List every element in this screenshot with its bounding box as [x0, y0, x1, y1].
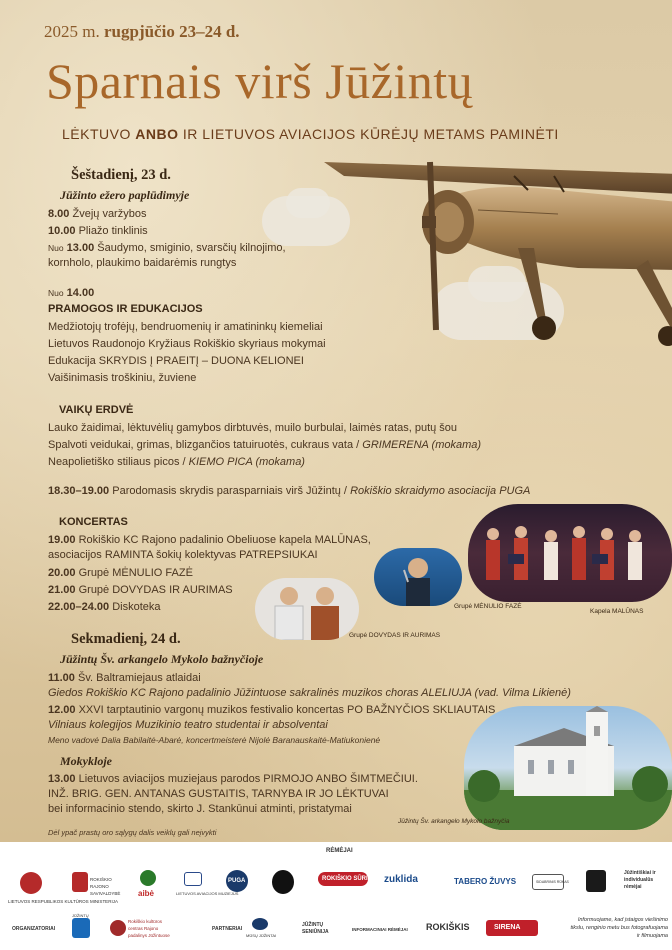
schedule-item: INŽ. BRIG. GEN. ANTANAS GUSTAITIS, TARNYBA IR JO LĖKTUVAI — [48, 788, 389, 800]
organizatoriai-label: ORGANIZATORIAI — [12, 926, 56, 932]
juzintu-coat-icon — [72, 918, 90, 938]
schedule-item: 13.00 Lietuvos aviacijos muziejaus parodos PIRMOJO ANBO ŠIMTMEČIUI. — [48, 773, 418, 785]
mokykloje-venue: Mokykloje — [60, 754, 112, 768]
pramogos-time: Nuo 14.00 — [48, 287, 95, 299]
musu-juzintai-icon — [252, 918, 268, 930]
saturday-heading: Šeštadienį, 23 d. — [71, 167, 171, 183]
schedule-item: 10.00 Pliažo tinklinis — [48, 225, 148, 237]
schedule-item: Nuo 13.00 Šaudymo, smiginio, svarsčių kilnojimo, — [48, 242, 286, 254]
sunday-venue: Jūžintų Šv. arkangelo Mykolo bažnyčioje — [60, 652, 264, 666]
list-item: Medžiotojų trofėjų, bendruomenių ir amatininkų kiemeliai — [48, 321, 323, 333]
schedule-item: Meno vadovė Dalia Babilaitė-Abarė, koncertmeisterė Nijolė Baranauskaitė-Matiukonienė — [48, 735, 381, 745]
list-item: Vaišinimasis troškiniu, žuviene — [48, 372, 197, 384]
logo-label: ROKIŠKIS — [426, 922, 470, 932]
sponsor-logos — [0, 842, 672, 950]
logo-label: JŪŽINTŲ SENIŪNIJA — [302, 922, 329, 935]
disclaimer: Informuojame, kad įstaigos viešinimo tikslu, renginio metu bus fotografuojama ir filmuojama — [570, 917, 668, 939]
schedule-item: bei informacinio stendo, skirto J. Stankūnui atminti, pristatymai — [48, 803, 352, 815]
list-item: Spalvoti veidukai, grimas, blizgančios tatuiruotės, cukraus vata / GRIMERENA (mokama) — [48, 439, 482, 451]
dovydas-aurimas-photo — [255, 578, 359, 640]
photo-caption: Grupė DOVYDAS IR AURIMAS — [349, 632, 441, 639]
list-item: Neapolietiško stiliaus picos / KIEMO PICA (mokama) — [48, 456, 305, 468]
concert-item: 19.00 Rokiškio KC Rajono padalinio Obeliuose kapela MALŪNAS, — [48, 534, 371, 546]
logo-label: Jūžintiškiai ir individualūs rėmėjai — [624, 870, 656, 890]
photo-caption: Jūžintų Šv. arkangelo Mykolo bažnyčia — [398, 818, 510, 825]
weather-note: Dėl ypač prastų oro sąlygų dalis veiklų gali neįvykti — [48, 828, 217, 837]
list-item: Lauko žaidimai, lėktuvėlių gamybos dirbtuvės, muilo burbulai, laimės ratas, putų šou — [48, 422, 458, 434]
event-date: 2025 m. rugpjūčio 23–24 d. — [44, 22, 240, 41]
logo-label: MŪSŲ JŪŽINTAI — [246, 933, 277, 938]
airplane-illustration — [318, 150, 672, 350]
subtitle: LĖKTUVO ANBO IR LIETUVOS AVIACIJOS KŪRĖJŲ METAMS PAMINĖTI — [62, 126, 559, 142]
kapela-malunas-photo — [468, 504, 672, 602]
logo-label: zuklida — [384, 874, 418, 885]
logo-label: PUGA — [228, 878, 246, 884]
photo-caption: Grupė MĖNULIO FAZĖ — [454, 603, 522, 610]
logo-label: LIETUVOS AVIACIJOS MUZIEJUS — [176, 891, 239, 896]
schedule-item: 8.00 Žvejų varžybos — [48, 208, 147, 220]
vaiku-heading: VAIKŲ ERDVĖ — [59, 404, 134, 416]
schedule-item: Vilniaus kolegijos Muzikinio teatro studentai ir absolventai — [48, 719, 328, 731]
schedule-item: 11.00 Šv. Baltramiejaus atlaidai — [48, 672, 201, 684]
logo-label: TABERO ŽUVYS — [454, 877, 517, 886]
logo-label: ROKIŠKIO SŪRIS — [322, 876, 372, 882]
list-item: Edukacija SKRYDIS Į PRAEITĮ – DUONA KELIONEI — [48, 355, 304, 367]
logo-label: SIDABRINIS RŪKAS — [536, 880, 569, 884]
remejai-label: RĖMĖJAI — [326, 848, 353, 854]
logo-label: aibė — [138, 889, 155, 898]
pramogos-heading: PRAMOGOS IR EDUKACIJOS — [48, 303, 203, 315]
concert-item: asociacijos RAMINTA šokių kolektyvas PATREPSIUKAI — [48, 549, 318, 561]
partneriai-label: PARTNERIAI — [212, 926, 243, 932]
sunday-heading: Sekmadienį, 24 d. — [71, 631, 181, 647]
church-photo — [464, 706, 672, 830]
schedule-item: kornholo, plaukimo baidarėmis rungtys — [48, 257, 237, 269]
info-remejai-label: INFORMACINIAI RĖMĖJAI — [352, 927, 408, 932]
menulio-faze-photo — [374, 548, 462, 606]
logo-label: ROKIŠKIO RAJONO SAVIVALDYBĖ — [90, 877, 121, 896]
kulturos-centras-icon — [110, 920, 126, 936]
page-title: Sparnais virš Jūžintų — [46, 53, 474, 109]
saturday-venue: Jūžinto ežero paplūdimyje — [60, 188, 190, 202]
sponsor-badge-icon — [586, 870, 606, 892]
koncertas-heading: KONCERTAS — [59, 516, 128, 528]
logo-label: SIRENA — [494, 924, 521, 931]
logo-label: LIETUVOS RESPUBLIKOS KULTŪROS MINISTERIJA — [8, 899, 118, 904]
lrkm-logo-icon — [20, 872, 42, 894]
logo-label: Rokiškio kultūros centras Rajono padalinys Jūžintuose — [128, 919, 170, 938]
aibe-logo-icon — [140, 870, 156, 886]
schedule-item: Giedos Rokiškio KC Rajono padalinio Jūžintuose sakralinės muzikos choras ALELIUJA (vad. Vilma Likienė) — [48, 687, 571, 699]
flight-item: 18.30–19.00 Parodomasis skrydis parasparniais virš Jūžintų / Rokiškio skraidymo asociacija PUGA — [48, 485, 531, 497]
rokiskis-coat-icon — [72, 872, 88, 892]
list-item: Lietuvos Raudonojo Kryžiaus Rokiškio skyriaus mokymai — [48, 338, 326, 350]
logo-label: JŪŽINTŲ — [72, 913, 89, 918]
aviation-museum-icon — [184, 872, 202, 886]
photo-caption: Kapela MALŪNAS — [590, 608, 644, 615]
concert-item: 20.00 Grupė MĖNULIO FAZĖ — [48, 567, 193, 579]
schedule-item: 12.00 XXVI tarptautinio vargonų muzikos festivalio koncertas PO BAŽNYČIOS SKLIAUTAIS — [48, 704, 496, 716]
deer-emblem-icon — [272, 870, 294, 894]
concert-item: 21.00 Grupė DOVYDAS IR AURIMAS — [48, 584, 233, 596]
concert-item: 22.00–24.00 Diskoteka — [48, 601, 161, 613]
